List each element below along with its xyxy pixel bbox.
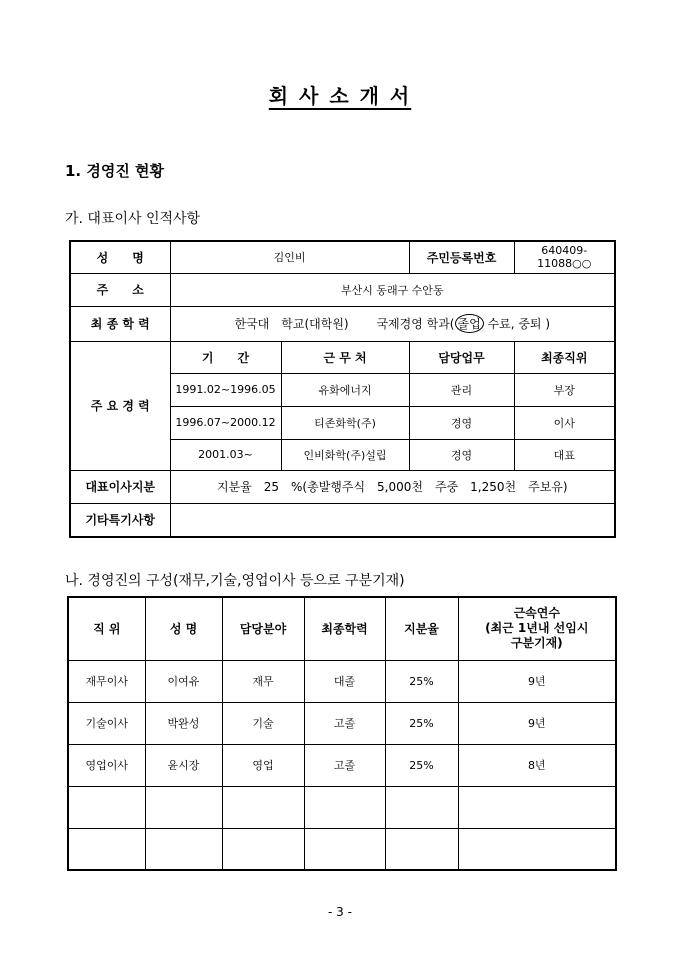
career-duty: 경영 <box>409 439 514 470</box>
table-cell: 이여유 <box>145 660 222 702</box>
table-cell: 8년 <box>458 744 616 786</box>
management-table <box>67 596 617 871</box>
career-header: 담당업무 <box>409 341 514 373</box>
rrn-label: 주민등록번호 <box>409 241 514 273</box>
page-number: - 3 - <box>328 905 352 919</box>
career-company: 유화에너지 <box>281 373 409 406</box>
table-row <box>70 503 615 537</box>
career-header: 근 무 처 <box>281 341 409 373</box>
address-label: 주 소 <box>70 273 170 306</box>
table-cell <box>222 786 304 828</box>
table-cell: 25% <box>385 660 458 702</box>
career-period: 2001.03~ <box>170 439 281 470</box>
career-header: 최종직위 <box>514 341 615 373</box>
table-row <box>68 744 616 786</box>
table-cell <box>304 828 385 870</box>
table-cell <box>145 786 222 828</box>
table-cell: 25% <box>385 702 458 744</box>
etc-label: 기타특기사항 <box>70 503 170 537</box>
table-cell: 윤시장 <box>145 744 222 786</box>
subsection-heading-b: 나. 경영진의 구성(재무,기술,영업이사 등으로 구분기재) <box>65 573 405 589</box>
career-company: 인비화학(주)설립 <box>281 439 409 470</box>
career-period: 1996.07~2000.12 <box>170 406 281 439</box>
column-header: 지분율 <box>385 597 458 660</box>
table-cell <box>68 786 145 828</box>
section-heading: 1. 경영진 현황 <box>65 162 165 180</box>
table-row <box>68 786 616 828</box>
share-value: 지분율 25 %(총발행주식 5,000천 주중 1,250천 주보유) <box>170 470 615 503</box>
table-cell: 재무이사 <box>68 660 145 702</box>
table-cell: 고졸 <box>304 744 385 786</box>
table-cell <box>458 828 616 870</box>
table-row <box>68 828 616 870</box>
table-cell: 25% <box>385 744 458 786</box>
table-cell: 박완성 <box>145 702 222 744</box>
column-header: 최종학력 <box>304 597 385 660</box>
etc-value <box>170 503 615 537</box>
rrn-value: 640409-11088○○ <box>514 241 615 273</box>
career-position: 이사 <box>514 406 615 439</box>
table-row <box>70 470 615 503</box>
table-cell: 대졸 <box>304 660 385 702</box>
education-label: 최 종 학 력 <box>70 306 170 341</box>
table-row <box>70 241 615 273</box>
name-value: 김인비 <box>170 241 409 273</box>
document-title: 회 사 소 개 서 <box>268 84 412 108</box>
table-cell: 재무 <box>222 660 304 702</box>
career-label: 주 요 경 력 <box>70 341 170 470</box>
table-cell <box>458 786 616 828</box>
career-position: 부장 <box>514 373 615 406</box>
table-cell: 기술이사 <box>68 702 145 744</box>
name-label: 성 명 <box>70 241 170 273</box>
column-header: 직 위 <box>68 597 145 660</box>
table-cell <box>222 828 304 870</box>
table-cell <box>304 786 385 828</box>
school: 한국대 학교(대학원) <box>234 317 349 331</box>
table-cell: 영업 <box>222 744 304 786</box>
career-duty: 관리 <box>409 373 514 406</box>
table-header-row <box>68 597 616 660</box>
subsection-heading-a: 가. 대표이사 인적사항 <box>65 211 201 227</box>
table-cell <box>68 828 145 870</box>
table-row <box>70 341 615 373</box>
major: 국제경영 학과( <box>376 317 455 331</box>
column-header: 근속연수 (최근 1년내 선임시 구분기재) <box>458 597 616 660</box>
share-label: 대표이사지분 <box>70 470 170 503</box>
table-cell: 고졸 <box>304 702 385 744</box>
representative-table <box>69 240 616 538</box>
table-cell: 9년 <box>458 702 616 744</box>
career-duty: 경영 <box>409 406 514 439</box>
table-cell <box>145 828 222 870</box>
column-header: 성 명 <box>145 597 222 660</box>
address-value: 부산시 동래구 수안동 <box>170 273 615 306</box>
column-header: 담당분야 <box>222 597 304 660</box>
table-cell <box>385 786 458 828</box>
table-row <box>68 702 616 744</box>
table-row <box>70 273 615 306</box>
status-options: 수료, 중퇴 ) <box>487 317 551 331</box>
table-cell: 기술 <box>222 702 304 744</box>
career-position: 대표 <box>514 439 615 470</box>
table-cell <box>385 828 458 870</box>
table-cell: 영업이사 <box>68 744 145 786</box>
circled-status: 졸업 <box>455 314 484 333</box>
career-period: 1991.02~1996.05 <box>170 373 281 406</box>
table-cell: 9년 <box>458 660 616 702</box>
education-value <box>170 306 615 341</box>
table-row <box>68 660 616 702</box>
career-company: 티존화학(주) <box>281 406 409 439</box>
career-header: 기 간 <box>170 341 281 373</box>
table-row <box>70 306 615 341</box>
